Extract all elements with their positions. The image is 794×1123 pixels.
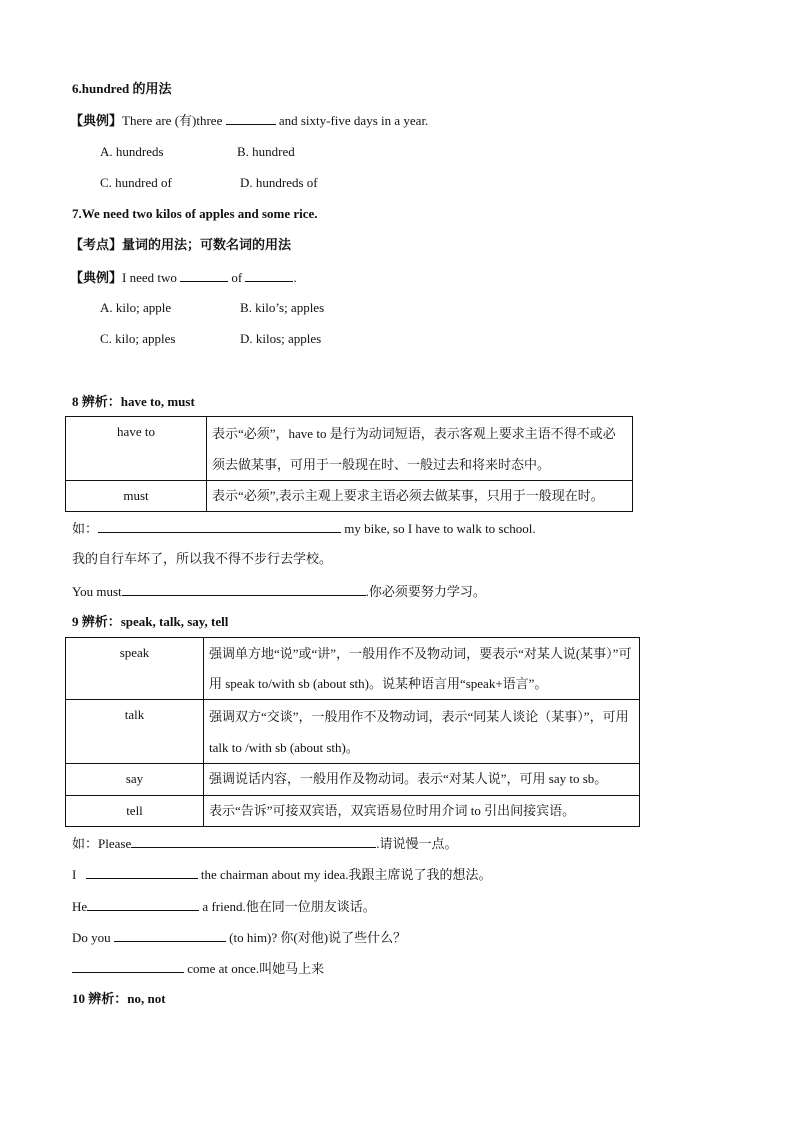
example-text-pre: He <box>72 899 88 914</box>
section-9-example-5 <box>72 960 324 977</box>
example-tag: 【典例】 <box>70 270 123 285</box>
example-tag: 【典例】 <box>70 113 123 128</box>
table-key: talk <box>66 700 204 764</box>
section-7-heading: 7.We need two kilos of apples and some rice. <box>72 206 318 221</box>
example-text-post: .请说慢一点。 <box>376 836 458 851</box>
option-b: B. hundred <box>237 144 295 159</box>
section-10-heading: 10 辨析：no, not <box>72 991 166 1006</box>
section-7-question <box>70 269 297 286</box>
table-key: must <box>66 481 207 512</box>
answer-blank[interactable] <box>114 929 226 942</box>
option-d: D. kilos; apples <box>240 331 322 346</box>
option-b: B. kilo’s; apples <box>240 300 325 315</box>
section-9-heading: 9 辨析：speak, talk, say, tell <box>72 614 229 629</box>
example-text-pre: Do you <box>72 930 114 945</box>
question-text-pre: I need two <box>122 270 181 285</box>
table-desc: 强调双方“交谈”，一般用作不及物动词，表示“同某人谈论（某事）”，可用 talk to /with sb (about sth)。 <box>204 700 640 764</box>
section-6-heading: 6.hundred 的用法 <box>72 81 172 96</box>
table-desc: 表示“必须”,表示主观上要求主语必须去做某事，只用于一般现在时。 <box>207 481 633 512</box>
section-9-example-1 <box>72 835 457 852</box>
table-key: tell <box>66 796 204 827</box>
section-8-heading: 8 辨析：have to, must <box>72 394 195 409</box>
answer-blank[interactable] <box>245 269 293 282</box>
answer-blank[interactable] <box>98 520 341 533</box>
option-a: A. kilo; apple <box>100 300 172 315</box>
have-to-must-table <box>65 416 633 512</box>
answer-blank[interactable] <box>180 269 228 282</box>
section-9-example-4 <box>72 929 406 946</box>
question-text-post: and sixty-five days in a year. <box>275 113 429 128</box>
answer-blank[interactable] <box>72 960 184 973</box>
example-text-post: the chairman about my idea.我跟主席说了我的想法。 <box>197 867 492 882</box>
speak-talk-say-tell-table <box>65 637 640 827</box>
example-text-post: (to him)? 你(对他)说了些什么？ <box>225 930 407 945</box>
section-8-example-2 <box>72 583 486 600</box>
answer-blank[interactable] <box>226 112 276 125</box>
answer-blank[interactable] <box>87 898 199 911</box>
table-key: have to <box>66 417 207 481</box>
section-9-example-3 <box>72 898 376 915</box>
example-text-post: come at once.叫她马上来 <box>184 961 325 976</box>
question-text-mid: of <box>228 270 246 285</box>
table-desc: 表示“必须”，have to 是行为动词短语，表示客观上要求主语不得不或必须去做某事，可用于一般现在时、一般过去和将来时态中。 <box>207 417 633 481</box>
table-desc: 表示“告诉”可接双宾语，双宾语易位时用介词 to 引出间接宾语。 <box>204 796 640 827</box>
example-text-pre: I <box>72 867 80 882</box>
example-text-pre: 如： <box>72 521 99 536</box>
option-c: C. kilo; apples <box>100 331 176 346</box>
example-text-post: .你必须要努力学习。 <box>365 584 486 599</box>
example-text-post: a friend.他在同一位朋友谈话。 <box>199 899 376 914</box>
option-d: D. hundreds of <box>240 175 318 190</box>
question-text-post: . <box>293 270 297 285</box>
example-text-pre: You must <box>72 584 122 599</box>
example-text-pre: 如：Please <box>72 836 132 851</box>
option-c: C. hundred of <box>100 175 172 190</box>
option-a: A. hundreds <box>100 144 164 159</box>
table-key: speak <box>66 638 204 700</box>
section-8-example-1 <box>72 520 536 537</box>
table-key: say <box>66 764 204 796</box>
answer-blank[interactable] <box>86 866 198 879</box>
question-text-pre: There are (有)three <box>122 113 226 128</box>
table-desc: 强调说话内容，一般用作及物动词。表示“对某人说”，可用 say to sb。 <box>204 764 640 796</box>
example-text-post: my bike, so I have to walk to school. <box>341 521 536 536</box>
section-9-example-2 <box>72 866 491 883</box>
table-desc: 强调单方地“说”或“讲”，一般用作不及物动词，要表示“对某人说(某事）”可用 speak to/with sb (about sth)。说某种语言用“speak+语言”。 <box>204 638 640 700</box>
answer-blank[interactable] <box>131 835 376 848</box>
section-6-question <box>70 112 428 129</box>
section-8-example-1-cn: 我的自行车坏了，所以我不得不步行去学校。 <box>72 551 333 566</box>
answer-blank[interactable] <box>122 583 366 596</box>
section-7-point: 【考点】量词的用法；可数名词的用法 <box>70 237 292 252</box>
